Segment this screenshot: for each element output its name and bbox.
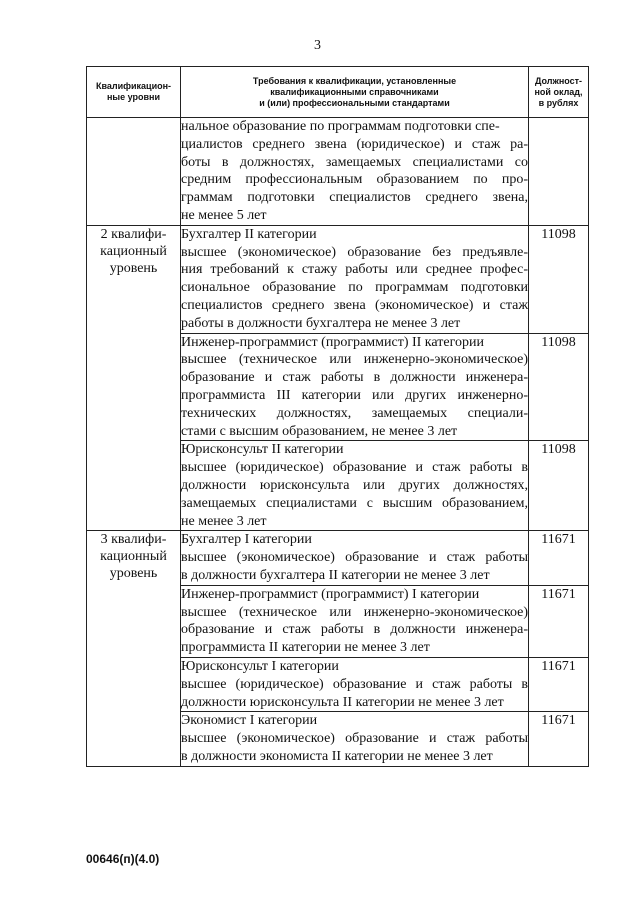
requirement-line: должности юрисконсульта или других должностях, — [181, 477, 528, 493]
requirements-cell — [181, 225, 529, 333]
header-requirements-line: Требования к квалификации, установленные — [252, 75, 457, 86]
requirement-line: высшее (экономическое) образование и стаж работы — [181, 731, 528, 747]
requirement-line: боты в должностях, замещаемых специалистами со — [181, 154, 528, 170]
requirements-cell — [181, 333, 529, 441]
requirement-line: Инженер-программист (программист) I категории — [181, 586, 480, 602]
salary-cell: 11671 — [529, 712, 589, 766]
qualification-table — [86, 66, 589, 767]
header-requirements-line: квалификационными справочниками — [270, 86, 439, 97]
salary-cell: 11671 — [529, 657, 589, 711]
header-requirements-text — [181, 74, 528, 111]
salary-cell: 11671 — [529, 585, 589, 657]
requirement-line: технических должностях, замещаемых специали- — [181, 405, 528, 421]
requirement-line: в должности экономиста II категории не менее 3 лет — [181, 748, 493, 764]
requirement-line: граммам подготовки специалистов среднего звена, — [181, 190, 528, 206]
header-salary-text: Должност-ной оклад, в рублях — [534, 75, 583, 108]
requirement-line: высшее (экономическое) образование и стаж работы — [181, 550, 528, 566]
requirement-line: Юрисконсульт I категории — [181, 658, 339, 674]
header-level — [87, 67, 181, 118]
requirement-line: работы в должности бухгалтера не менее 3 лет — [181, 315, 461, 331]
requirement-line: Экономист I категории — [181, 713, 318, 729]
requirements-cell — [181, 657, 529, 711]
document-code: 00646(п)(4.0) — [86, 852, 160, 866]
requirement-line: Бухгалтер II категории — [181, 226, 317, 242]
requirement-line: сиональное образование по программам подготовки — [181, 280, 528, 296]
header-requirements-line: и (или) профессиональными стандартами — [259, 97, 450, 108]
salary-cell: 11098 — [529, 441, 589, 531]
requirement-line: специалистов среднего звена (экономическое) и стаж — [181, 297, 528, 313]
requirement-line: Инженер-программист (программист) II категории — [181, 334, 484, 350]
salary-cell: 11098 — [529, 225, 589, 333]
requirement-line: циалистов среднего звена (юридическое) и стаж ра- — [181, 136, 528, 152]
table-row — [87, 531, 589, 585]
requirement-line: не менее 5 лет — [181, 207, 267, 223]
qualification-level-cell: 3 квалифи-кационный уровень — [87, 531, 181, 766]
requirement-line: стами с высшим образованием, не менее 3 лет — [181, 423, 458, 439]
requirements-cell — [181, 118, 529, 226]
requirements-cell — [181, 531, 529, 585]
requirements-cell — [181, 441, 529, 531]
requirement-line: программиста II категории не менее 3 лет — [181, 640, 430, 656]
salary-cell: 11671 — [529, 531, 589, 585]
requirement-line: высшее (экономическое) образование без предъявле- — [181, 244, 528, 260]
requirements-cell — [181, 712, 529, 766]
header-level-text: Квалификацион-ные уровни — [95, 81, 172, 102]
header-requirements — [181, 67, 529, 118]
requirement-line: образование и стаж работы в должности инженера- — [181, 370, 528, 386]
requirement-line: программиста III категории или других инженерно- — [181, 387, 528, 403]
requirement-line: ния требований к стажу работы или среднее профес- — [181, 262, 528, 278]
requirement-line: образование и стаж работы в должности инженера- — [181, 622, 528, 638]
requirement-line: не менее 3 лет — [181, 513, 267, 529]
requirement-line: высшее (юридическое) образование и стаж работы в — [181, 676, 528, 692]
page-number: 3 — [314, 38, 321, 53]
requirement-line: нальное образование по программам подготовки спе- — [181, 119, 500, 134]
requirement-line: Юрисконсульт II категории — [181, 442, 344, 458]
requirement-line: высшее (техническое или инженерно-экономическое) — [181, 604, 528, 620]
requirement-line: замещаемых специалистами с высшим образованием, — [181, 495, 528, 511]
requirement-line: в должности бухгалтера II категории не менее 3 лет — [181, 567, 490, 583]
qualification-level-cell: 2 квалифи-кационный уровень — [87, 225, 181, 531]
requirement-line: Бухгалтер I категории — [181, 532, 312, 548]
requirement-line: высшее (техническое или инженерно-экономическое) — [181, 352, 528, 368]
salary-cell: 11098 — [529, 333, 589, 441]
table-row — [87, 118, 589, 226]
table-body — [87, 118, 589, 767]
requirement-line: средним профессиональным образованием по про- — [181, 172, 528, 188]
table-row — [87, 225, 589, 333]
qualification-level-cell — [87, 118, 181, 226]
requirements-cell — [181, 585, 529, 657]
table-header-row — [87, 67, 589, 118]
requirement-line: должности юрисконсульта II категории не менее 3 лет — [181, 694, 504, 710]
requirement-line: высшее (юридическое) образование и стаж работы в — [181, 460, 528, 476]
salary-cell — [529, 118, 589, 226]
header-salary — [529, 67, 589, 118]
